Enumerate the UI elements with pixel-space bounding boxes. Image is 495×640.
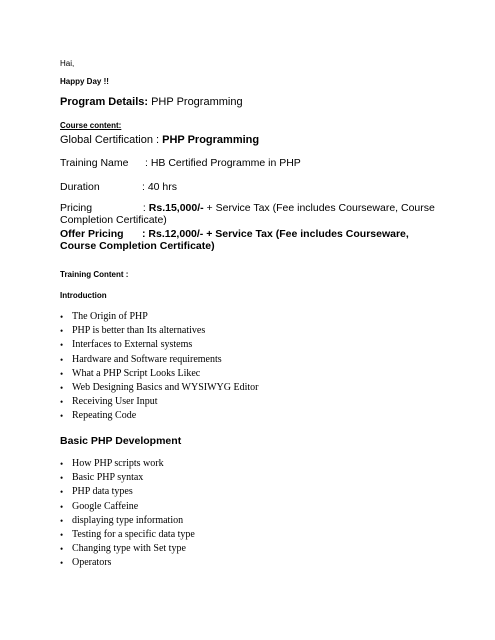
list-item-text: Web Designing Basics and WYSIWYG Editor <box>72 381 259 393</box>
happy-day-line: Happy Day !! <box>60 77 109 86</box>
duration-value: : 40 hrs <box>142 181 178 193</box>
training-content-heading: Training Content : <box>60 270 129 279</box>
list-item-text: Repeating Code <box>72 410 137 422</box>
bullet-icon: • <box>60 397 64 408</box>
list-item-text: Operators <box>72 557 112 569</box>
list-item <box>60 485 195 499</box>
list-item-text: How PHP scripts work <box>72 458 164 469</box>
list-item-text: The Origin of PHP <box>72 311 148 322</box>
pricing-label: Pricing <box>60 202 93 214</box>
list-item <box>60 500 195 514</box>
list-item <box>60 381 258 395</box>
global-certification-value: PHP Programming <box>162 134 260 146</box>
pricing-row <box>60 203 440 226</box>
pricing-rest: + Service Tax (Fee includes Courseware, Course Completion Certificate) <box>60 202 435 226</box>
list-item <box>60 514 195 528</box>
list-item <box>60 310 258 324</box>
list-item <box>60 542 195 556</box>
bullet-icon: • <box>60 382 64 393</box>
training-name-value: : HB Certified Programme in PHP <box>145 157 301 169</box>
basic-php-list <box>60 457 195 571</box>
list-item-text: Changing type with Set type <box>72 543 186 555</box>
program-details-value: PHP Programming <box>148 96 243 108</box>
course-content-heading: Course content: <box>60 121 122 130</box>
list-item-text: Interfaces to External systems <box>72 339 193 351</box>
list-item-text: Google Caffeine <box>72 500 139 512</box>
global-certification <box>60 134 259 146</box>
list-item <box>60 338 258 352</box>
bullet-icon: • <box>60 411 64 422</box>
greeting: Hai, <box>60 59 75 68</box>
bullet-icon: • <box>60 354 64 365</box>
list-item <box>60 367 258 381</box>
list-item <box>60 324 258 338</box>
duration-row <box>60 181 177 193</box>
list-item <box>60 471 195 485</box>
list-item-text: Basic PHP syntax <box>72 472 144 484</box>
bullet-icon: • <box>60 558 64 569</box>
offer-pricing-label: Offer Pricing <box>60 228 124 240</box>
list-item <box>60 409 258 423</box>
bullet-icon: • <box>60 501 64 512</box>
list-item <box>60 395 258 409</box>
list-item-text: PHP data types <box>72 486 133 498</box>
bullet-icon: • <box>60 515 64 526</box>
list-item-text: Testing for a specific data type <box>72 528 195 540</box>
bullet-icon: • <box>60 459 64 469</box>
list-item-text: What a PHP Script Looks Likec <box>72 367 201 379</box>
global-certification-label: Global Certification : <box>60 134 163 146</box>
list-item <box>60 528 195 542</box>
offer-pricing-row <box>60 228 440 252</box>
duration-label: Duration <box>60 181 100 193</box>
list-item-text: Hardware and Software requirements <box>72 353 222 365</box>
bullet-icon: • <box>60 529 64 540</box>
list-item-text: Receiving User Input <box>72 396 158 408</box>
introduction-heading: Introduction <box>60 291 107 300</box>
bullet-icon: • <box>60 368 64 379</box>
bullet-icon: • <box>60 312 64 322</box>
bullet-icon: • <box>60 340 64 351</box>
introduction-list <box>60 310 258 424</box>
list-item <box>60 353 258 367</box>
bullet-icon: • <box>60 473 64 484</box>
list-item-text: displaying type information <box>72 514 184 526</box>
offer-pricing-text: : Rs.12,000/- + Service Tax (Fee includes Courseware, Course Completion Certificate) <box>60 228 409 252</box>
bullet-icon: • <box>60 487 64 498</box>
program-details <box>60 96 243 108</box>
pricing-separator: : <box>140 202 149 214</box>
program-details-label: Program Details: <box>60 96 149 108</box>
training-name-row <box>60 157 301 169</box>
list-item-text: PHP is better than Its alternatives <box>72 325 206 337</box>
training-name-label: Training Name <box>60 157 129 169</box>
list-item <box>60 457 195 471</box>
pricing-amount: Rs.15,000/- <box>148 202 204 214</box>
basic-php-heading: Basic PHP Development <box>60 435 182 447</box>
list-item <box>60 556 195 570</box>
bullet-icon: • <box>60 326 64 337</box>
bullet-icon: • <box>60 544 64 555</box>
